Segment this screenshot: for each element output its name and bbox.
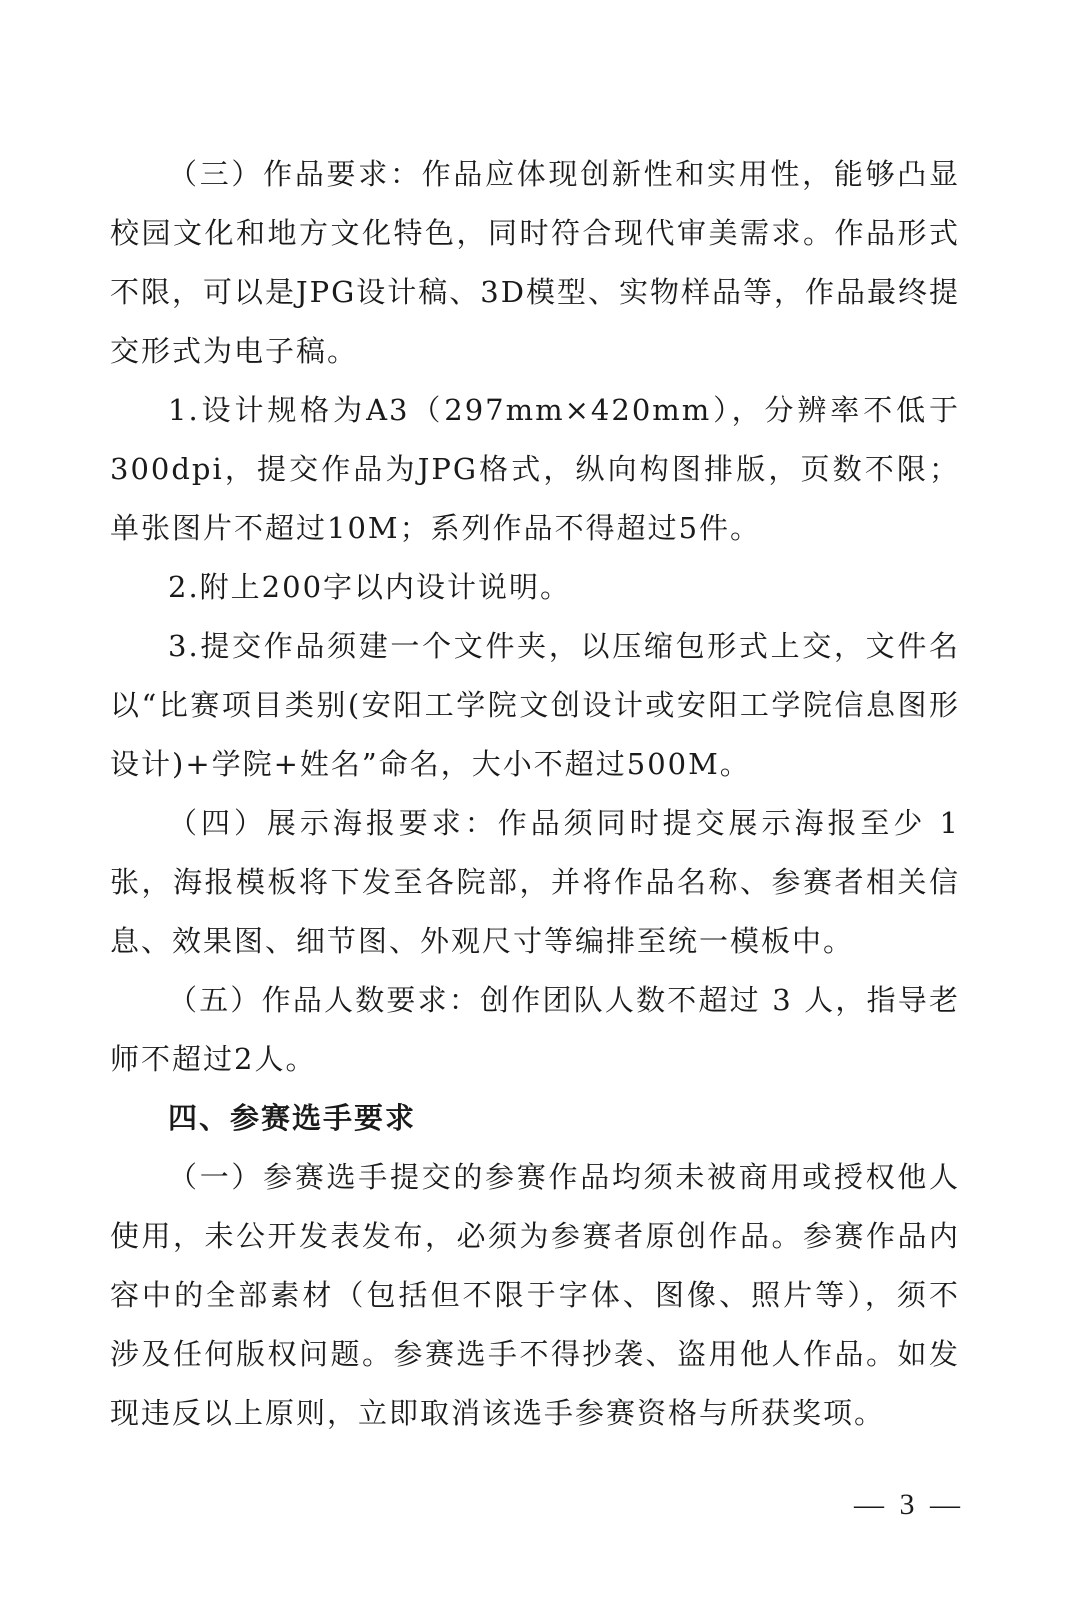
paragraph-work-requirements: （三）作品要求：作品应体现创新性和实用性，能够凸显校园文化和地方文化特色，同时符合现代审美需求。作品形式不限，可以是JPG设计稿、3D模型、实物样品等，作品最终提交形式为电子稿。 bbox=[110, 157, 961, 368]
paragraph-design-spec: 1.设计规格为A3（297mm×420mm），分辨率不低于300dpi，提交作品为JPG格式，纵向构图排版，页数不限；单张图片不超过10M；系列作品不得超过5件。 bbox=[110, 393, 960, 545]
paragraph-poster-requirements: （四）展示海报要求：作品须同时提交展示海报至少 1 张，海报模板将下发至各院部，并将作品名称、参赛者相关信息、效果图、细节图、外观尺寸等编排至统一模板中。 bbox=[110, 806, 960, 958]
paragraph-team-size: （五）作品人数要求：创作团队人数不超过 3 人，指导老师不超过2人。 bbox=[110, 983, 960, 1076]
section-heading-participant-requirements: 四、参赛选手要求 bbox=[168, 1101, 417, 1135]
paragraph-originality: （一）参赛选手提交的参赛作品均须未被商用或授权他人使用，未公开发表发布，必须为参赛者原创作品。参赛作品内容中的全部素材（包括但不限于字体、图像、照片等），须不涉及任何版权问题。参赛选手不得抄袭、盗用他人作品。如发现违反以上原则，立即取消该选手参赛资格与所获奖项。 bbox=[110, 1160, 960, 1430]
page-number: — 3 — bbox=[854, 1488, 964, 1521]
paragraph-submission-folder: 3.提交作品须建一个文件夹，以压缩包形式上交，文件名以“比赛项目类别(安阳工学院文创设计或安阳工学院信息图形设计)+学院+姓名”命名，大小不超过500M。 bbox=[110, 629, 960, 781]
paragraph-design-description: 2.附上200字以内设计说明。 bbox=[168, 570, 572, 604]
